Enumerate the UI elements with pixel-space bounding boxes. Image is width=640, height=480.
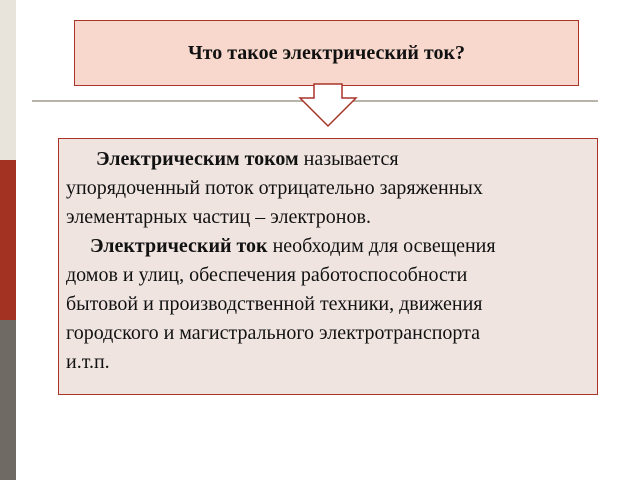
usage-text-1: необходим для освещения: [267, 235, 496, 257]
usage-text-5: и.т.п.: [66, 351, 110, 373]
left-strip-bottom: [0, 320, 16, 480]
definition-text-3: элементарных частиц – электронов.: [66, 206, 371, 228]
definition-paragraph: [66, 145, 589, 232]
usage-text-3: бытовой и производственной техники, движения: [66, 293, 483, 315]
content-box: [58, 138, 598, 395]
definition-term: Электрическим током: [96, 148, 299, 170]
definition-text-2: упорядоченный поток отрицательно заряженных: [66, 177, 483, 199]
title-box: [74, 20, 579, 86]
left-strip-top: [0, 0, 16, 160]
slide-title: Что такое электрический ток?: [188, 41, 465, 64]
usage-term: Электрический ток: [90, 235, 268, 257]
left-strip-middle: [0, 160, 16, 320]
definition-line-1: [66, 148, 399, 170]
usage-text-2: домов и улиц, обеспечения работоспособности: [66, 264, 468, 286]
usage-line-1: [66, 235, 496, 257]
usage-paragraph: [66, 232, 589, 377]
definition-text-1: называется: [298, 148, 399, 170]
usage-text-4: городского и магистрального электротранспорта: [66, 322, 481, 344]
down-arrow-icon: [298, 84, 358, 128]
